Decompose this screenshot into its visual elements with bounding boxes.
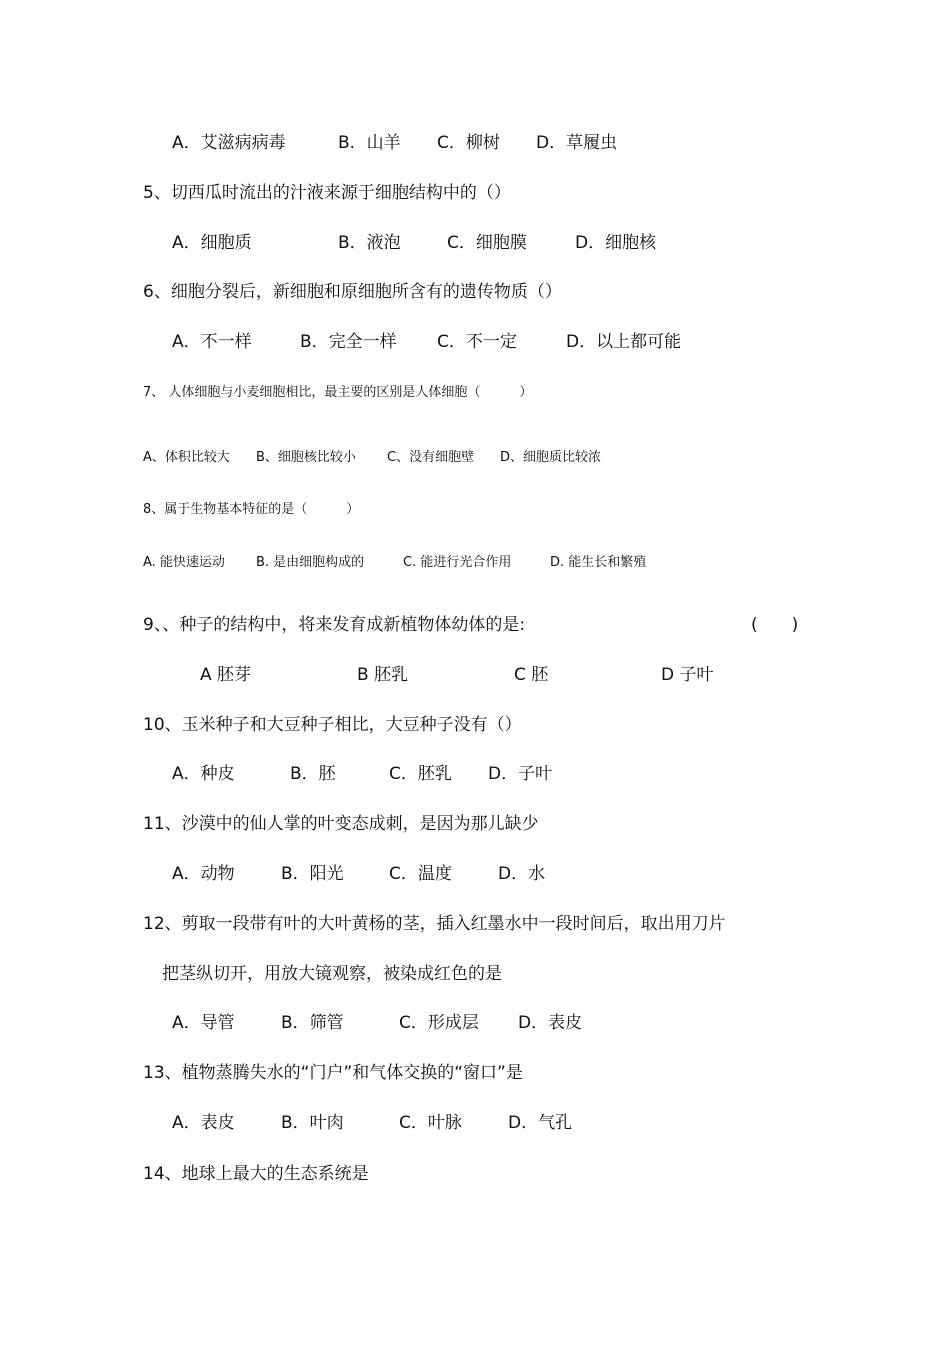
q8-option-a: A. 能快速运动 [143, 555, 225, 570]
q9-stem: 9、、种子的结构中，将来发育成新植物体幼体的是: [143, 615, 526, 635]
q4-option-a: A．艾滋病病毒 [172, 133, 286, 153]
q5-option-d: D．细胞核 [575, 233, 657, 253]
q5-option-a: A．细胞质 [172, 233, 252, 253]
q4-option-c: C．柳树 [437, 133, 500, 153]
q5-stem: 5、切西瓜时流出的汁液来源于细胞结构中的（） [143, 183, 511, 203]
q14-stem: 14、地球上最大的生态系统是 [143, 1164, 369, 1184]
q6-option-d: D．以上都可能 [566, 332, 682, 352]
q12-stem-line1: 12、剪取一段带有叶的大叶黄杨的茎，插入红墨水中一段时间后，取出用刀片 [143, 914, 726, 934]
q8-option-d: D. 能生长和繁殖 [550, 555, 647, 570]
q10-option-a: A．种皮 [172, 764, 235, 784]
q12-option-b: B．筛管 [281, 1013, 344, 1033]
q7-option-c: C、没有细胞壁 [387, 450, 475, 465]
q10-option-c: C．胚乳 [389, 764, 452, 784]
q13-option-a: A．表皮 [172, 1113, 235, 1133]
q7-option-d: D、细胞质比较浓 [500, 450, 602, 465]
q13-option-c: C．叶脉 [399, 1113, 462, 1133]
q11-option-a: A．动物 [172, 864, 235, 884]
q6-option-a: A．不一样 [172, 332, 252, 352]
q4-option-d: D．草履虫 [536, 133, 618, 153]
q13-option-b: B．叶肉 [281, 1113, 344, 1133]
q12-stem-line2: 把茎纵切开，用放大镜观察，被染成红色的是 [162, 964, 502, 984]
q6-option-b: B．完全一样 [300, 332, 397, 352]
q6-option-c: C．不一定 [437, 332, 517, 352]
q11-option-d: D．水 [498, 864, 546, 884]
q6-stem: 6、细胞分裂后，新细胞和原细胞所含有的遗传物质（） [143, 282, 562, 302]
q10-option-d: D．子叶 [488, 764, 553, 784]
q8-option-c: C. 能进行光合作用 [403, 555, 512, 570]
q4-option-b: B．山羊 [338, 133, 401, 153]
q10-stem: 10、玉米种子和大豆种子相比，大豆种子没有（） [143, 715, 522, 735]
q11-option-c: C．温度 [389, 864, 452, 884]
q9-option-d: D 子叶 [661, 665, 714, 685]
q11-option-b: B．阳光 [281, 864, 344, 884]
q10-option-b: B．胚 [290, 764, 336, 784]
q13-stem: 13、植物蒸腾失水的“门户”和气体交换的“窗口”是 [143, 1063, 523, 1083]
q11-stem: 11、沙漠中的仙人掌的叶变态成刺，是因为那儿缺少 [143, 814, 539, 834]
q5-option-b: B．液泡 [338, 233, 401, 253]
q13-option-d: D．气孔 [508, 1113, 573, 1133]
q12-option-c: C．形成层 [399, 1013, 479, 1033]
q9-answer-paren: ( ) [751, 615, 799, 635]
q8-option-b: B. 是由细胞构成的 [256, 555, 365, 570]
q9-option-c: C 胚 [514, 665, 549, 685]
q7-option-a: A、体积比较大 [143, 450, 230, 465]
q8-stem: 8、属于生物基本特征的是（ ） [143, 502, 360, 517]
q12-option-d: D．表皮 [518, 1013, 583, 1033]
q12-option-a: A．导管 [172, 1013, 235, 1033]
q7-option-b: B、细胞核比较小 [256, 450, 356, 465]
q5-option-c: C．细胞膜 [447, 233, 527, 253]
q7-stem: 7、 人体细胞与小麦细胞相比，最主要的区别是人体细胞（ ） [143, 385, 533, 400]
q9-option-a: A 胚芽 [200, 665, 252, 685]
q9-option-b: B 胚乳 [357, 665, 409, 685]
